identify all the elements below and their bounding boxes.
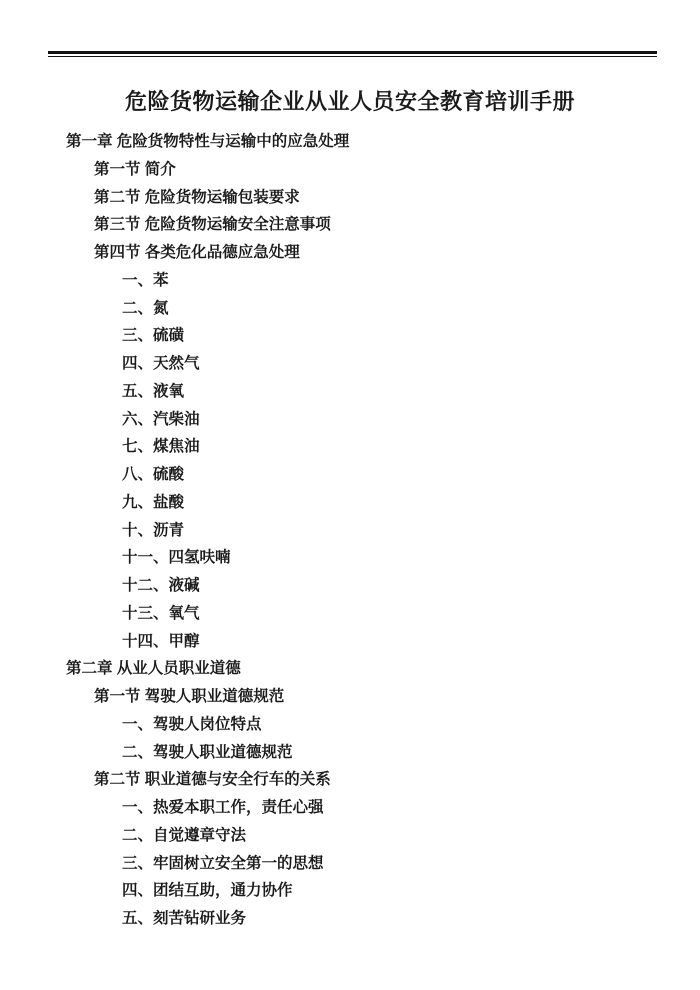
- toc-line-section: 第四节 各类危化品德应急处理: [94, 244, 300, 261]
- toc-line-section: 第一节 驾驶人职业道德规范: [94, 688, 285, 705]
- toc-line-section: 第一节 简介: [94, 160, 176, 178]
- toc-line-item: 三、硫磺: [122, 327, 185, 345]
- toc-line-item: 十二、液碱: [122, 577, 200, 594]
- toc-line-chapter: 第一章 危险货物特性与运输中的应急处理: [66, 133, 350, 150]
- toc-line-item: 十三、氧气: [122, 604, 200, 622]
- toc-line-section: 第二节 危险货物运输包装要求: [94, 188, 300, 206]
- toc-list: [0, 128, 700, 933]
- toc-line-item: 四、天然气: [122, 355, 200, 372]
- toc-line-item: 二、自觉遵章守法: [122, 826, 247, 844]
- toc-line-item: 五、刻苦钻研业务: [122, 910, 247, 927]
- toc-line-item: 二、氮: [122, 299, 169, 317]
- toc-line-item: 十四、甲醇: [122, 632, 200, 650]
- toc-line-item: 一、驾驶人岗位特点: [122, 715, 262, 733]
- toc-line-section: 第二节 职业道德与安全行车的关系: [94, 771, 331, 789]
- toc-line-item: 八、硫酸: [122, 466, 185, 483]
- toc-line-item: 三、牢固树立安全第一的思想: [122, 854, 324, 872]
- toc-line-item: 九、盐酸: [122, 493, 185, 511]
- toc-line-item: 六、汽柴油: [122, 410, 200, 428]
- document-title: 危险货物运输企业从业人员安全教育培训手册: [124, 89, 575, 114]
- toc-line-item: 二、驾驶人职业道德规范: [122, 743, 293, 761]
- toc-line-item: 五、液氧: [122, 382, 185, 400]
- toc-line-item: 七、煤焦油: [122, 438, 200, 456]
- header-border-rule: [48, 51, 657, 57]
- toc-line-item: 十一、四氢呋喃: [122, 549, 231, 567]
- toc-line-item: 一、苯: [122, 271, 169, 289]
- toc-line-item: 四、团结互助，通力协作: [122, 882, 293, 900]
- toc-line-section: 第三节 危险货物运输安全注意事项: [94, 216, 331, 234]
- toc-line-item: 一、热爱本职工作，责任心强: [122, 799, 324, 816]
- toc-line-item: 十、沥青: [122, 521, 185, 539]
- toc-line-chapter: 第二章 从业人员职业道德: [66, 660, 241, 678]
